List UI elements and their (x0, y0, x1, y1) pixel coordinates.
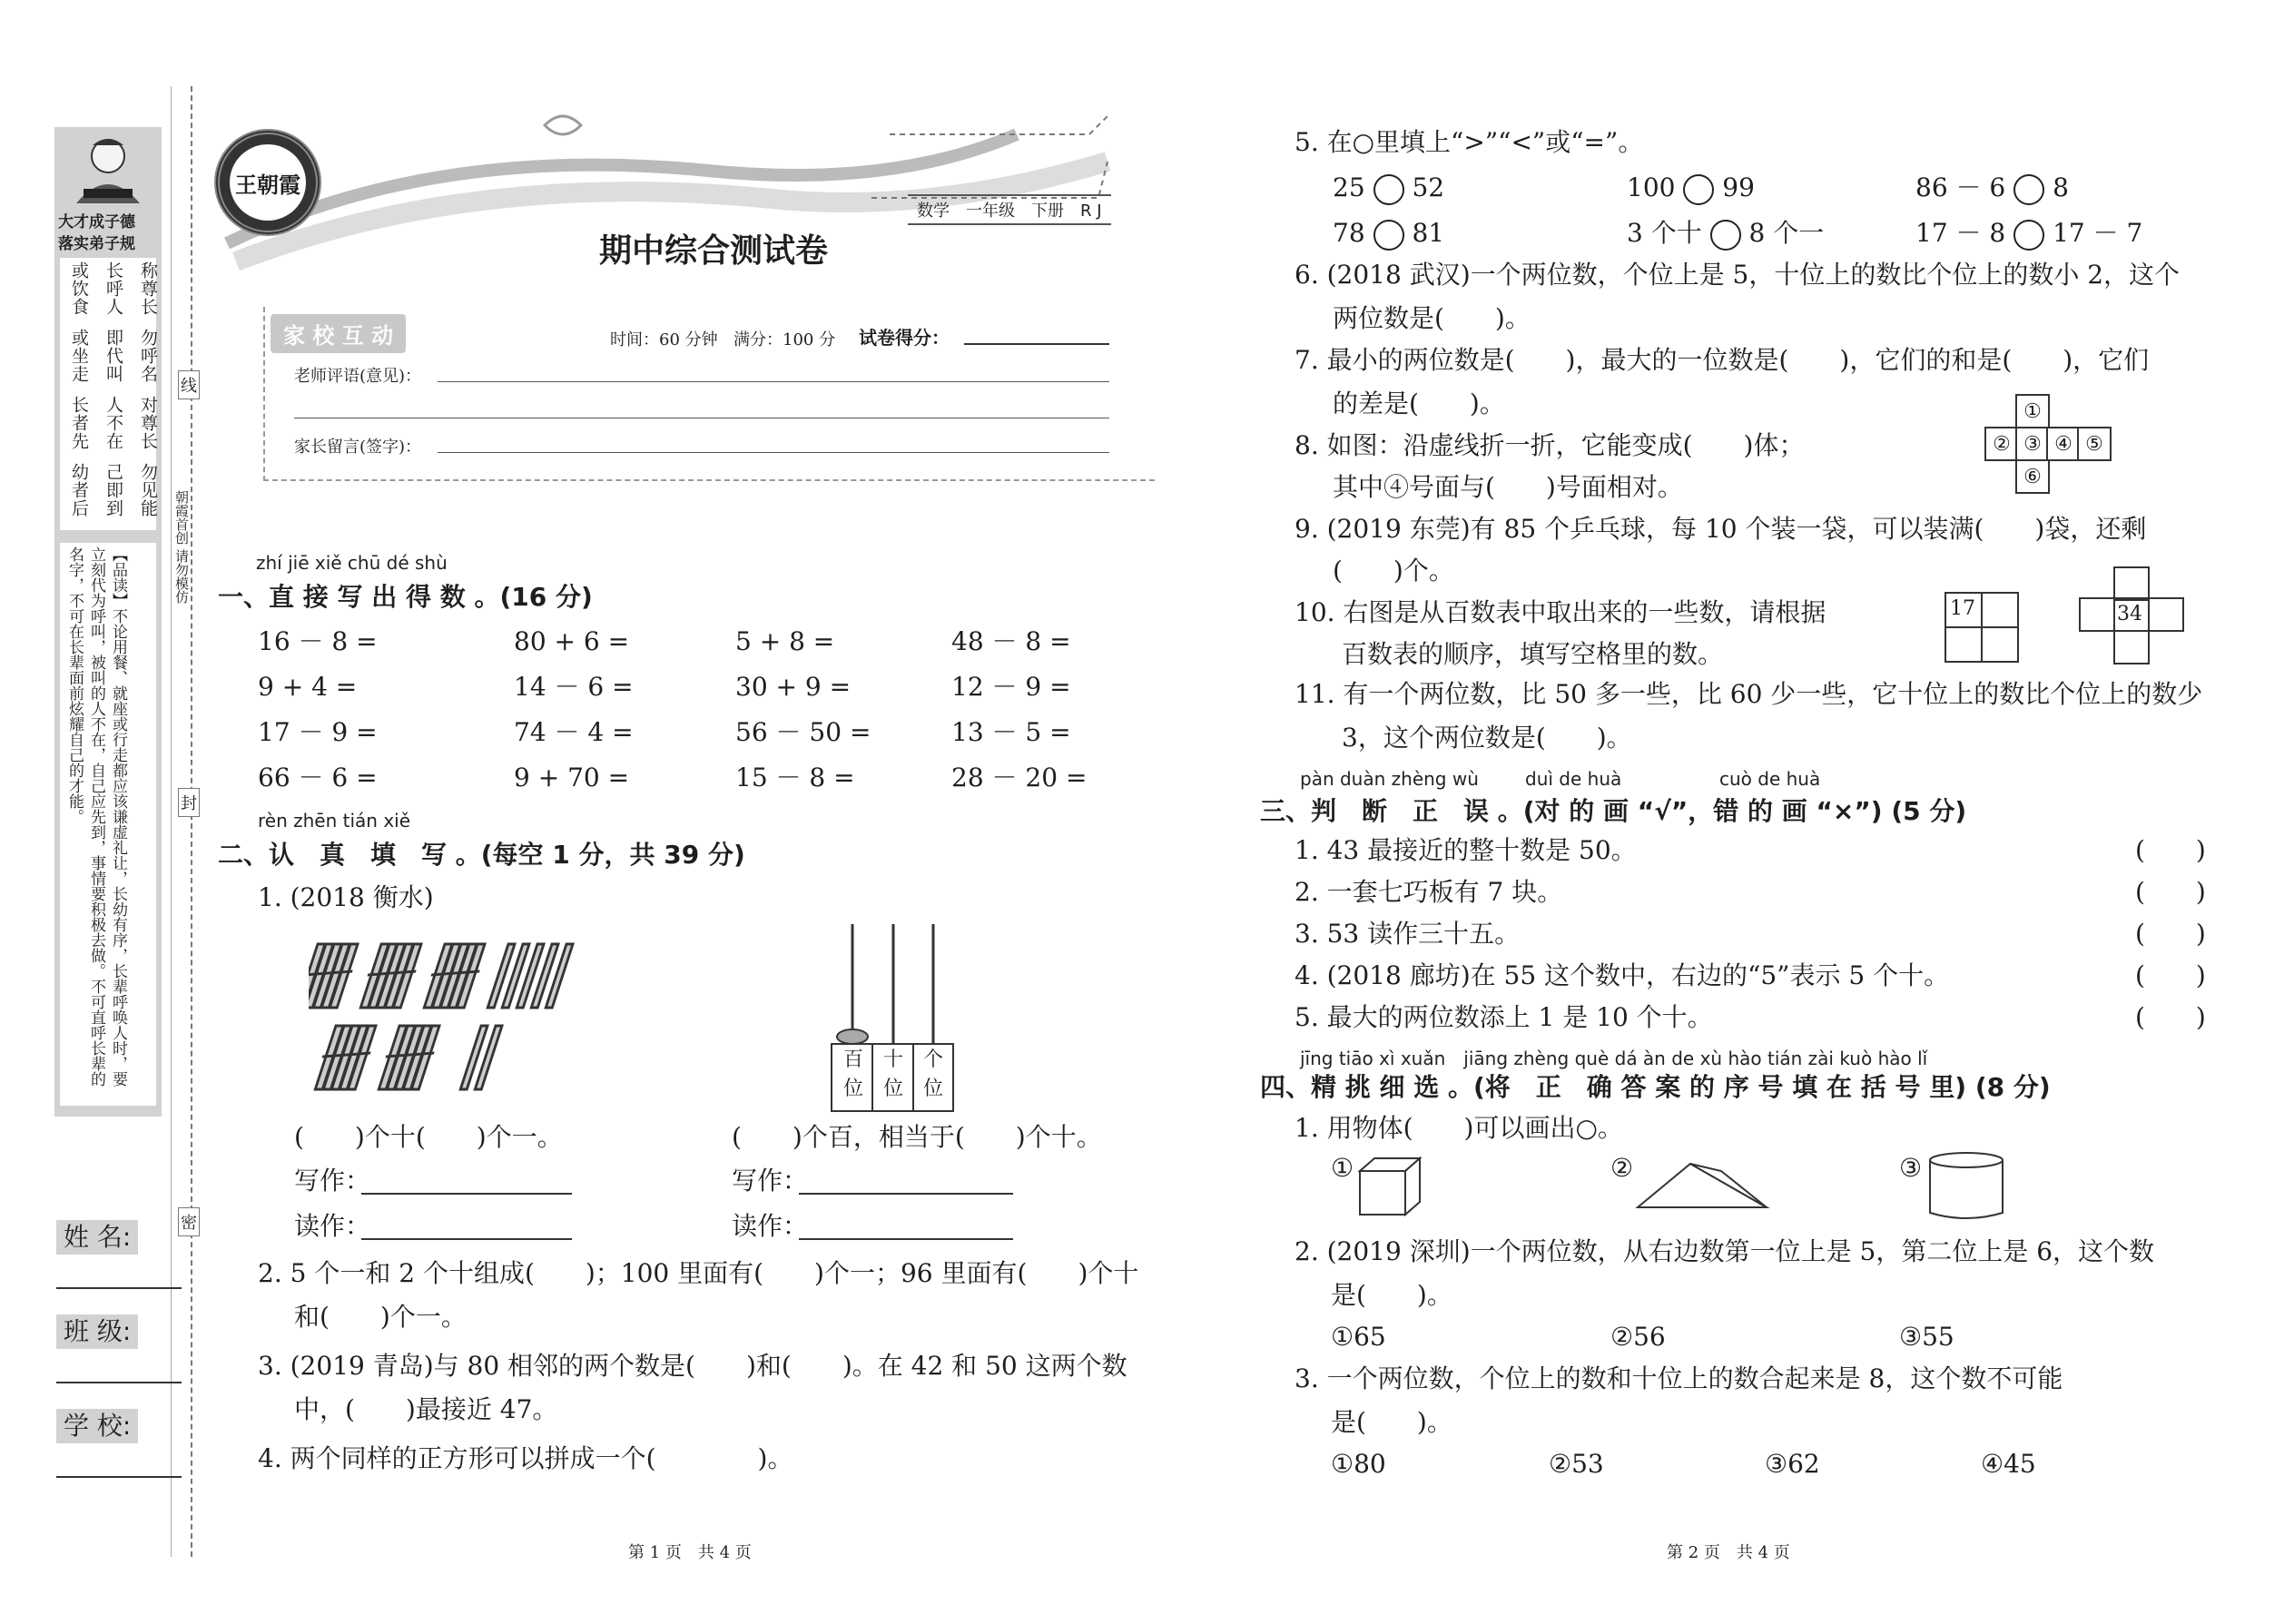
q9-line2: ( )个。 (1333, 556, 1454, 586)
q11-line2: 3，这个两位数是( )。 (1342, 723, 1632, 753)
calc-r4-c4: 28 － 20 = (951, 763, 1088, 792)
q5-item-5-right: 8 个一 (1748, 218, 1825, 248)
s3-item-4: 4. (2018 廊坊)在 55 这个数中，右边的“5”表示 5 个十。 (1295, 960, 1950, 990)
q6-line2: 两位数是( )。 (1333, 303, 1531, 333)
full-score: 满分：100 分 (733, 330, 836, 349)
q7-line2: 的差是( )。 (1333, 389, 1505, 418)
calc-r4-c2: 9 + 70 = (514, 763, 630, 792)
s3-item-5: 5. 最大的两位数添上 1 是 10 个十。 (1295, 1002, 1713, 1032)
rule-col-10: 或坐走 (69, 329, 89, 383)
q5-item-2 (1627, 172, 1755, 205)
s4-q1-opt2-label: ② (1610, 1153, 1634, 1183)
rule-col-9: 或饮食 (69, 261, 89, 316)
motto-line-2: 落实弟子规 (58, 235, 135, 253)
calc-r4-c3: 15 － 8 = (735, 763, 855, 792)
cylinder-icon (1926, 1149, 2008, 1224)
s3-item-3: 3. 53 读作三十五。 (1295, 919, 1521, 949)
q5-item-5-circle[interactable] (1710, 220, 1741, 251)
net-face-3: ③ (2015, 427, 2050, 461)
grid-b-top[interactable] (2113, 566, 2150, 601)
page-title: 期中综合测试卷 (599, 231, 829, 270)
rule-col-6: 即代叫 (103, 329, 123, 383)
q5-item-5 (1627, 218, 1824, 251)
margin-label-feng: 封 (178, 788, 200, 817)
s3-answer-3[interactable]: ( ) (2135, 919, 2206, 949)
s2-q1-label: 1. (2018 衡水) (258, 882, 434, 912)
abacus-label-shi: 十 (882, 1048, 903, 1071)
calc-r4-c1: 66 － 6 = (258, 763, 378, 792)
s3-item-1: 1. 43 最接近的整十数是 50。 (1295, 835, 1637, 865)
calc-r3-c4: 13 － 5 = (951, 717, 1071, 747)
q6-line1: 6. (2018 武汉)一个两位数，个位上是 5，十位上的数比个位上的数小 2，这个 (1295, 260, 2181, 290)
q5-item-3-right: 8 (2053, 172, 2069, 202)
cube-icon (1356, 1155, 1425, 1218)
name-label: 姓 名: (56, 1220, 138, 1255)
abacus-label-ones (913, 1046, 953, 1104)
q10-line2: 百数表的顺序，填写空格里的数。 (1342, 639, 1724, 669)
s4-q3-opt1: ①80 (1331, 1449, 1386, 1479)
s4-q1-opt3-label: ③ (1899, 1153, 1923, 1183)
q5-item-4-left: 78 (1333, 218, 1365, 248)
class-field[interactable] (56, 1382, 182, 1383)
calc-r2-c2: 14 － 6 = (514, 672, 634, 702)
school-field[interactable] (56, 1476, 182, 1478)
s4-q2-opt1: ①65 (1331, 1322, 1386, 1352)
exam-time: 时间：60 分钟 (610, 330, 718, 349)
rule-col-2: 勿呼名 (138, 329, 158, 383)
s4-q3-opt4: ④45 (1981, 1449, 2036, 1479)
abacus-label-ge: 个 (922, 1048, 943, 1071)
calc-r3-c2: 74 － 4 = (514, 717, 634, 747)
s3-answer-5[interactable]: ( ) (2135, 1002, 2206, 1032)
section4-pinyin: jīng tiāo xì xuǎn jiāng zhèng què dá àn de xù hào tián zài kuò hào lǐ (1300, 1048, 1928, 1069)
footer-page2: 第 2 页 共 4 页 (1667, 1543, 1790, 1562)
calc-r3-c3: 56 － 50 = (735, 717, 871, 747)
grid-a-hline (1946, 626, 2017, 628)
q9-line1: 9. (2019 东莞)有 85 个乒乓球，每 10 个装一袋，可以装满( )袋，还剩 (1295, 514, 2147, 544)
abacus-label-wei1: 位 (842, 1078, 863, 1100)
s4-q3-line2: 是( )。 (1331, 1407, 1452, 1437)
q5-item-6 (1915, 218, 2142, 251)
q5-item-3-left: 86 － 6 (1915, 172, 2006, 202)
calc-r2-c1: 9 + 4 = (258, 672, 358, 702)
school-label: 学 校: (56, 1409, 138, 1443)
grid-a-17: 17 (1950, 597, 1975, 620)
score-label: 试卷得分： (859, 327, 950, 349)
s2-q1-read-right: 读作： (732, 1211, 809, 1241)
section3-pinyin-2: duì de huà (1525, 768, 1622, 790)
section2-title: 二、认 真 填 写 。(每空 1 分，共 39 分) (218, 840, 745, 870)
s2-q1-write-right: 写作： (732, 1166, 809, 1196)
s2-q1-right-answer: ( )个百，相当于( )个十。 (732, 1122, 1102, 1152)
grid-b-mid (2079, 597, 2184, 632)
q5-title: 5. 在○里填上“>”“<”或“=”。 (1295, 127, 1644, 157)
s3-answer-4[interactable]: ( ) (2135, 960, 2206, 990)
q5-item-6-right: 17 － 7 (2053, 218, 2143, 248)
rule-col-12: 幼者后 (69, 463, 89, 517)
abacus-label-bai: 百 (842, 1048, 863, 1071)
q7-line1: 7. 最小的两位数是( )，最大的一位数是( )，它们的和是( )，它们 (1295, 345, 2150, 375)
q5-item-1-circle[interactable] (1373, 174, 1404, 205)
net-face-5: ⑤ (2077, 427, 2112, 461)
triangular-prism-icon (1634, 1158, 1770, 1211)
q5-item-4-circle[interactable] (1373, 220, 1404, 251)
q11-line1: 11. 有一个两位数，比 50 多一些，比 60 少一些，它十位上的数比个位上的数少 (1295, 679, 2203, 709)
rule-col-3: 对尊长 (138, 396, 158, 450)
note-panel (60, 543, 156, 1106)
s4-q3-opt3: ③62 (1765, 1449, 1820, 1479)
grid-fragment-b (2079, 566, 2184, 664)
abacus-label-wei2: 位 (882, 1078, 903, 1100)
q5-item-2-left: 100 (1627, 172, 1676, 202)
s4-q2-opt2: ②56 (1610, 1322, 1666, 1352)
grid-b-mid-v1 (2113, 599, 2115, 630)
q5-item-1 (1333, 172, 1444, 205)
s4-q1-opt1-label: ① (1331, 1153, 1354, 1183)
s2-q2-line1: 2. 5 个一和 2 个十组成( )；100 里面有( )个一；96 里面有( )个十 (258, 1258, 1139, 1288)
section3-pinyin-3: cuò de huà (1719, 768, 1821, 790)
q5-item-1-left: 25 (1333, 172, 1365, 202)
s4-q3-line1: 3. 一个两位数，个位上的数和十位上的数合起来是 8，这个数不可能 (1295, 1363, 2063, 1393)
calc-r1-c4: 48 － 8 = (951, 626, 1071, 656)
abacus-label-tens (873, 1046, 913, 1104)
inner-rule (171, 86, 172, 1557)
q5-item-2-circle[interactable] (1683, 174, 1714, 205)
cut-line (191, 86, 192, 1557)
s4-q2-opt3: ③55 (1899, 1322, 1954, 1352)
header-frame (263, 307, 1155, 481)
net-face-2: ② (1984, 427, 2019, 461)
calc-r1-c1: 16 － 8 = (258, 626, 378, 656)
note-text: 【品读】不论用餐、就座或行走都应该谦虚礼让，长幼有序，长辈呼唤人时，要立刻代为呼叫，被叫的人不在，自己应先到，事情要积极去做。不可直呼长辈的名字，不可在长辈面前炫耀自己的才能。 (65, 546, 127, 1087)
s3-item-2: 2. 一套七巧板有 7 块。 (1295, 877, 1563, 907)
margin-label-mi: 密 (178, 1207, 200, 1236)
margin-label-xian: 线 (178, 370, 200, 399)
calc-r1-c3: 5 + 8 = (735, 626, 835, 656)
left-margin (0, 0, 195, 1624)
section4-title: 四、精 挑 细 选 。(将 正 确 答 案 的 序 号 填 在 括 号 里) (8 分) (1260, 1072, 2051, 1102)
q8-line2: 其中④号面与( )号面相对。 (1333, 472, 1683, 502)
grid-b-34: 34 (2117, 603, 2142, 625)
brand-logo-inner (230, 144, 306, 221)
q5-item-3-circle[interactable] (2013, 174, 2044, 205)
rule-col-8: 己即到 (103, 463, 123, 517)
section2-pinyin: rèn zhēn tián xiě (258, 810, 411, 832)
footer-page1: 第 1 页 共 4 页 (628, 1543, 752, 1562)
s2-q1-left-answer: ( )个十( )个一。 (294, 1122, 563, 1152)
s4-q2-line2: 是( )。 (1331, 1280, 1452, 1310)
rule-col-4: 勿见能 (138, 463, 158, 517)
brand-logo-text: 王朝霞 (235, 171, 300, 198)
teacher-comment-label: 老师评语(意见)： (294, 367, 422, 386)
q5-item-3 (1915, 172, 2069, 205)
motto-line-1: 大才成子德 (58, 213, 135, 231)
q5-item-4-right: 81 (1412, 218, 1445, 248)
s3-answer-1[interactable]: ( ) (2135, 835, 2206, 865)
rule-col-1: 称尊长 (138, 261, 158, 316)
scholar-illustration (56, 133, 160, 207)
q10-line1: 10. 右图是从百数表中取出来的一些数，请根据 (1295, 597, 1826, 627)
q5-item-5-left: 3 个十 (1627, 218, 1702, 248)
abacus-label-wei3: 位 (922, 1078, 943, 1100)
brand-logo (214, 129, 321, 236)
home-school-badge: 家 校 互 动 (271, 314, 406, 353)
s2-q3-line1: 3. (2019 青岛)与 80 相邻的两个数是( )和( )。在 42 和 50 这两个数 (258, 1351, 1127, 1381)
rule-col-11: 长者先 (69, 396, 89, 450)
q5-item-4 (1333, 218, 1444, 251)
net-face-4: ④ (2046, 427, 2081, 461)
read-field-right[interactable] (799, 1238, 1013, 1240)
s2-q3-line2: 中，( )最接近 47。 (294, 1394, 558, 1424)
net-face-6: ⑥ (2015, 459, 2050, 494)
q5-item-2-right: 99 (1722, 172, 1755, 202)
s4-q3-opt2: ②53 (1549, 1449, 1604, 1479)
grid-b-mid-v2 (2148, 599, 2150, 630)
s2-q4: 4. 两个同样的正方形可以拼成一个( )。 (258, 1443, 793, 1473)
s4-q1: 1. 用物体( )可以画出○。 (1295, 1113, 1623, 1143)
q5-item-6-circle[interactable] (2013, 220, 2044, 251)
parent-message-label: 家长留言(签字)： (294, 438, 422, 457)
net-face-1: ① (2015, 394, 2050, 428)
write-field-right[interactable] (799, 1193, 1013, 1195)
section1-title: 一、直 接 写 出 得 数 。(16 分) (218, 582, 593, 612)
grid-fragment-a (1944, 592, 2019, 663)
s4-q2-line1: 2. (2019 深圳)一个两位数，从右边数第一位上是 5，第二位上是 6，这个数 (1295, 1236, 2155, 1266)
calc-r1-c2: 80 + 6 = (514, 626, 630, 656)
class-label: 班 级: (56, 1314, 138, 1349)
s2-q1-write-left: 写作： (294, 1166, 371, 1196)
calc-r2-c4: 12 － 9 = (951, 672, 1071, 702)
s2-q1-read-left: 读作： (294, 1211, 371, 1241)
read-field-left[interactable] (361, 1238, 572, 1240)
q5-item-1-right: 52 (1412, 172, 1445, 202)
write-field-left[interactable] (361, 1193, 572, 1195)
q5-item-6-left: 17 － 8 (1915, 218, 2006, 248)
rule-col-7: 人不在 (103, 396, 123, 450)
abacus-label-hundreds (833, 1046, 873, 1104)
grid-b-bottom[interactable] (2113, 630, 2150, 664)
stick-bundles-figure (309, 935, 581, 1107)
section1-pinyin: zhí jiē xiě chū dé shù (256, 552, 448, 574)
subject-bar: 数学 一年级 下册 R J (908, 194, 1111, 225)
section3-title: 三、判 断 正 误 。(对 的 画 “√”，错 的 画 “×”) (5 分) (1260, 796, 1967, 826)
name-field[interactable] (56, 1287, 182, 1289)
margin-note: 朝霞首创 请勿模仿 (173, 490, 190, 604)
calc-r3-c1: 17 － 9 = (258, 717, 378, 747)
calc-r2-c3: 30 + 9 = (735, 672, 852, 702)
q8-line1: 8. 如图：沿虚线折一折，它能变成( )体； (1295, 430, 1805, 460)
s3-answer-2[interactable]: ( ) (2135, 877, 2206, 907)
section3-pinyin-1: pàn duàn zhèng wù (1300, 768, 1479, 790)
rule-col-5: 长呼人 (103, 261, 123, 316)
s2-q2-line2: 和( )个一。 (294, 1302, 467, 1332)
